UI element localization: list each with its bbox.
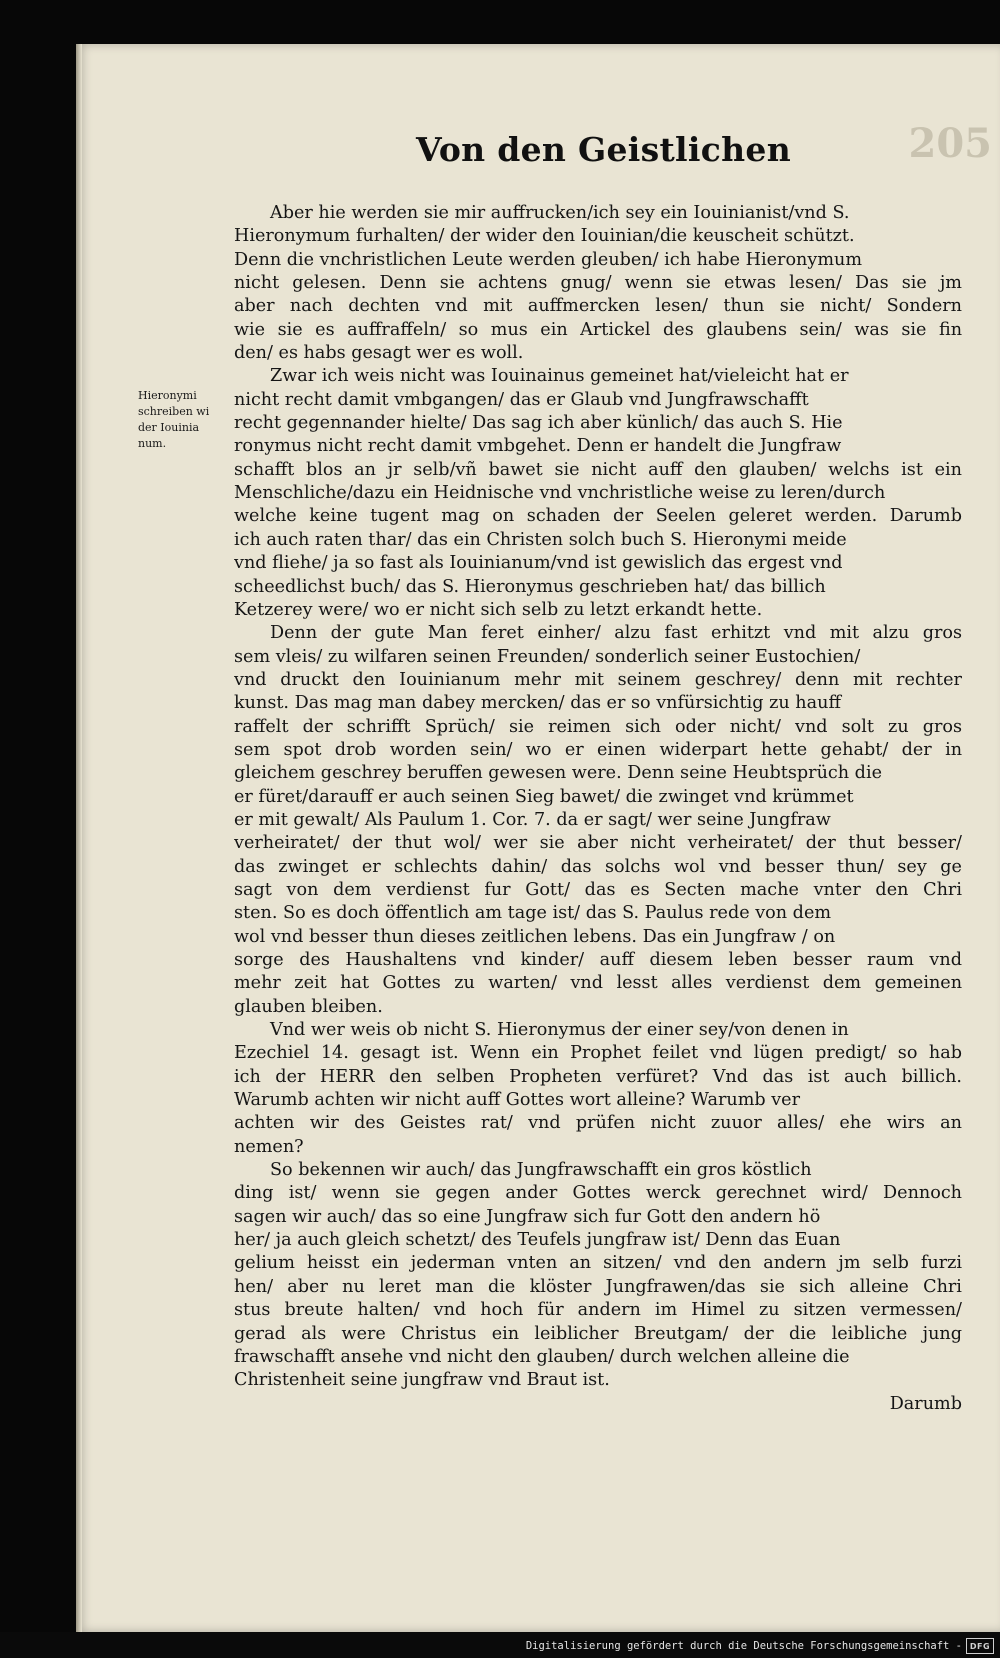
text-line	[234, 389, 962, 412]
text-line-content: Ezechiel 14. gesagt ist. Wenn ein Prophet feilet vnd lügen predigt/ so hab	[234, 1043, 962, 1064]
text-line-content: stus breute halten/ vnd hoch für andern im Himel zu sitzen vermessen/	[234, 1300, 962, 1321]
text-line-content: er füret/darauff er auch seinen Sieg bawet/ die zwinget vnd krümmet	[234, 786, 854, 807]
text-line	[234, 1276, 962, 1299]
text-line-content: gleichem geschrey beruffen gewesen were. Denn seine Heubtsprüch die	[234, 763, 882, 784]
text-line-content: raffelt der schrifft Sprüch/ sie reimen sich oder nicht/ vnd solt zu gros	[234, 716, 962, 737]
text-line	[234, 972, 962, 995]
text-line	[234, 319, 962, 342]
text-line-content: Aber hie werden sie mir auffrucken/ich sey ein Iouinianist/vnd S.	[270, 203, 850, 223]
text-line	[234, 1019, 962, 1042]
text-line-content: wie sie es auffraffeln/ so mus ein Artickel des glaubens sein/ was sie fin	[234, 319, 962, 340]
text-line	[234, 1182, 962, 1205]
text-line-content: glauben bleiben.	[234, 996, 383, 1017]
text-line-content: das zwinget er schlechts dahin/ das solchs wol vnd besser thun/ sey ge	[234, 856, 962, 877]
text-line-content: nicht gelesen. Denn sie achtens gnug/ wenn sie etwas lesen/ Das sie jm	[234, 273, 962, 294]
text-line-content: So bekennen wir auch/ das Jungfrawschafft ein gros köstlich	[270, 1160, 812, 1181]
text-line	[234, 809, 962, 832]
text-line	[234, 739, 962, 762]
text-line	[234, 1159, 962, 1182]
text-line-content: recht gegennander hielte/ Das sag ich aber künlich/ das auch S. Hie	[234, 413, 843, 434]
text-line-content: sagt von dem verdienst fur Gott/ das es Secten mache vnter den Chri	[234, 879, 962, 900]
funding-credit: Digitalisierung gefördert durch die Deutsche Forschungsgemeinschaft -	[525, 1640, 962, 1652]
text-line	[234, 342, 962, 365]
text-line	[234, 1042, 962, 1065]
dfg-logo-icon: DFG	[966, 1638, 994, 1654]
text-line-content: verheiratet/ der thut wol/ wer sie aber nicht verheiratet/ der thut besser/	[234, 833, 962, 854]
text-line-content: achten wir des Geistes rat/ vnd prüfen nicht zuuor alles/ ehe wirs an	[234, 1113, 962, 1134]
text-line	[234, 669, 962, 692]
text-line	[234, 762, 962, 785]
text-line	[234, 716, 962, 739]
text-line-content: schafft blos an jr selb/vñ bawet sie nicht auff den glauben/ welchs ist ein	[234, 459, 962, 480]
text-line	[234, 529, 962, 552]
book-page	[76, 44, 1000, 1632]
text-line	[234, 996, 962, 1019]
text-line-content: nemen?	[234, 1136, 304, 1157]
text-line-content: frawschafft ansehe vnd nicht den glauben/ durch welchen alleine die	[234, 1346, 850, 1367]
catchword: Darumb	[889, 1393, 962, 1414]
text-line-content: Menschliche/dazu ein Heidnische vnd vnchristliche weise zu leren/durch	[234, 483, 886, 504]
text-line	[234, 1252, 962, 1275]
text-line-content: Denn der gute Man feret einher/ alzu fast erhitzt vnd mit alzu gros	[270, 623, 962, 644]
text-line	[234, 692, 962, 715]
text-line-content: mehr zeit hat Gottes zu warten/ vnd lesst alles verdienst dem gemeinen	[234, 973, 962, 994]
text-line-content: ich auch raten thar/ das ein Christen solch buch S. Hieronymi meide	[234, 529, 847, 550]
text-line	[234, 249, 962, 272]
text-line	[234, 295, 962, 318]
text-line	[234, 552, 962, 575]
text-line-content: sorge des Haushaltens vnd kinder/ auff diesem leben besser raum vnd	[234, 950, 962, 970]
margin-note	[138, 388, 224, 452]
text-line-content: gerad als were Christus ein leiblicher Breutgam/ der die leibliche jung	[234, 1323, 962, 1344]
text-line	[234, 902, 962, 925]
text-line-content: sten. So es doch öffentlich am tage ist/ das S. Paulus rede von dem	[234, 903, 832, 924]
text-line-content: er mit gewalt/ Als Paulum 1. Cor. 7. da er sagt/ wer seine Jungfraw	[234, 809, 831, 830]
text-line-content: her/ ja auch gleich schetzt/ des Teufels jungfraw ist/ Denn das Euan	[234, 1230, 841, 1251]
text-line	[234, 1229, 962, 1252]
text-line	[234, 1346, 962, 1369]
text-line-content: nicht recht damit vmbgangen/ das er Glaub vnd Jungfrawschafft	[234, 389, 809, 410]
text-line	[234, 622, 962, 645]
text-line-content: welche keine tugent mag on schaden der Seelen geleret werden. Darumb	[234, 506, 962, 527]
text-line-content: wol vnd besser thun dieses zeitlichen lebens. Das ein Jungfraw / on	[234, 926, 836, 947]
text-line	[234, 599, 962, 622]
text-line	[234, 365, 962, 388]
text-line	[234, 1323, 962, 1346]
text-line	[234, 202, 962, 225]
text-line	[234, 646, 962, 669]
text-line-content: ich der HERR den selben Propheten verfüret? Vnd das ist auch billich.	[234, 1066, 962, 1087]
text-line-content: Ketzerey were/ wo er nicht sich selb zu letzt erkandt hette.	[234, 599, 763, 620]
text-line	[234, 1206, 962, 1229]
text-line-content: ding ist/ wenn sie gegen ander Gottes werck gerechnet wird/ Dennoch	[234, 1183, 962, 1204]
text-line	[234, 949, 962, 972]
text-line	[234, 482, 962, 505]
text-line	[234, 459, 962, 482]
margin-note-line: schreiben wi	[138, 405, 210, 418]
text-line-content: Warumb achten wir nicht auff Gottes wort alleine? Warumb ver	[234, 1090, 800, 1111]
text-line	[234, 505, 962, 528]
text-line	[234, 576, 962, 599]
text-line	[234, 1089, 962, 1112]
text-line-content: sem vleis/ zu wilfaren seinen Freunden/ sonderlich seiner Eustochien/	[234, 646, 861, 667]
body-text	[234, 202, 962, 1416]
text-line	[234, 1136, 962, 1159]
text-line	[234, 272, 962, 295]
text-line-content: aber nach dechten vnd mit auffmercken lesen/ thun sie nicht/ Sondern	[234, 296, 962, 317]
text-line	[234, 1299, 962, 1322]
text-line	[234, 225, 962, 248]
text-line-content: sem spot drob worden sein/ wo er einen widerpart hette gehabt/ der in	[234, 739, 962, 760]
text-line-content: hen/ aber nu leret man die klöster Jungfrawen/das sie sich alleine Chri	[234, 1276, 962, 1297]
text-line	[234, 435, 962, 458]
text-line	[234, 926, 962, 949]
text-line-content: Denn die vnchristlichen Leute werden gleuben/ ich habe Hieronymum	[234, 249, 863, 270]
running-title: Von den Geistlichen	[416, 130, 792, 169]
text-line	[234, 786, 962, 809]
text-line	[234, 1112, 962, 1135]
text-line-content: Vnd wer weis ob nicht S. Hieronymus der einer sey/von denen in	[270, 1020, 849, 1041]
footer-bar	[0, 1632, 1000, 1658]
margin-note-line: num.	[138, 437, 167, 450]
text-line	[234, 1066, 962, 1089]
margin-note-line: Hieronymi	[138, 389, 197, 402]
margin-note-line: der Iouinia	[138, 421, 200, 434]
text-line	[234, 856, 962, 879]
text-line-content: gelium heisst ein jederman vnten an sitzen/ vnd den andern jm selb furzi	[234, 1253, 962, 1274]
text-line-content: den/ es habs gesagt wer es woll.	[234, 343, 524, 364]
text-line	[234, 879, 962, 902]
text-line-content: Hieronymum furhalten/ der wider den Iouinian/die keuscheit schützt.	[234, 226, 855, 247]
text-line-content: scheedlichst buch/ das S. Hieronymus geschrieben hat/ das billich	[234, 576, 826, 597]
text-line	[234, 412, 962, 435]
ghost-folio-number: 205	[908, 120, 992, 167]
text-line	[234, 1369, 962, 1392]
text-line-content: ronymus nicht recht damit vmbgehet. Denn er handelt die Jungfraw	[234, 436, 842, 457]
text-line-content: Zwar ich weis nicht was Iouinainus gemeinet hat/vieleicht hat er	[270, 366, 849, 387]
text-line-content: sagen wir auch/ das so eine Jungfraw sich fur Gott den andern hö	[234, 1206, 821, 1227]
text-line-content: kunst. Das mag man dabey mercken/ das er so vnfürsichtig zu hauff	[234, 693, 841, 714]
text-line-content: Christenheit seine jungfraw vnd Braut ist.	[234, 1370, 610, 1391]
text-line	[234, 832, 962, 855]
text-line-content: vnd druckt den Iouinianum mehr mit seinem geschrey/ denn mit rechter	[234, 669, 962, 690]
text-line-content: vnd fliehe/ ja so fast als Iouinianum/vnd ist gewislich das ergest vnd	[234, 553, 843, 574]
